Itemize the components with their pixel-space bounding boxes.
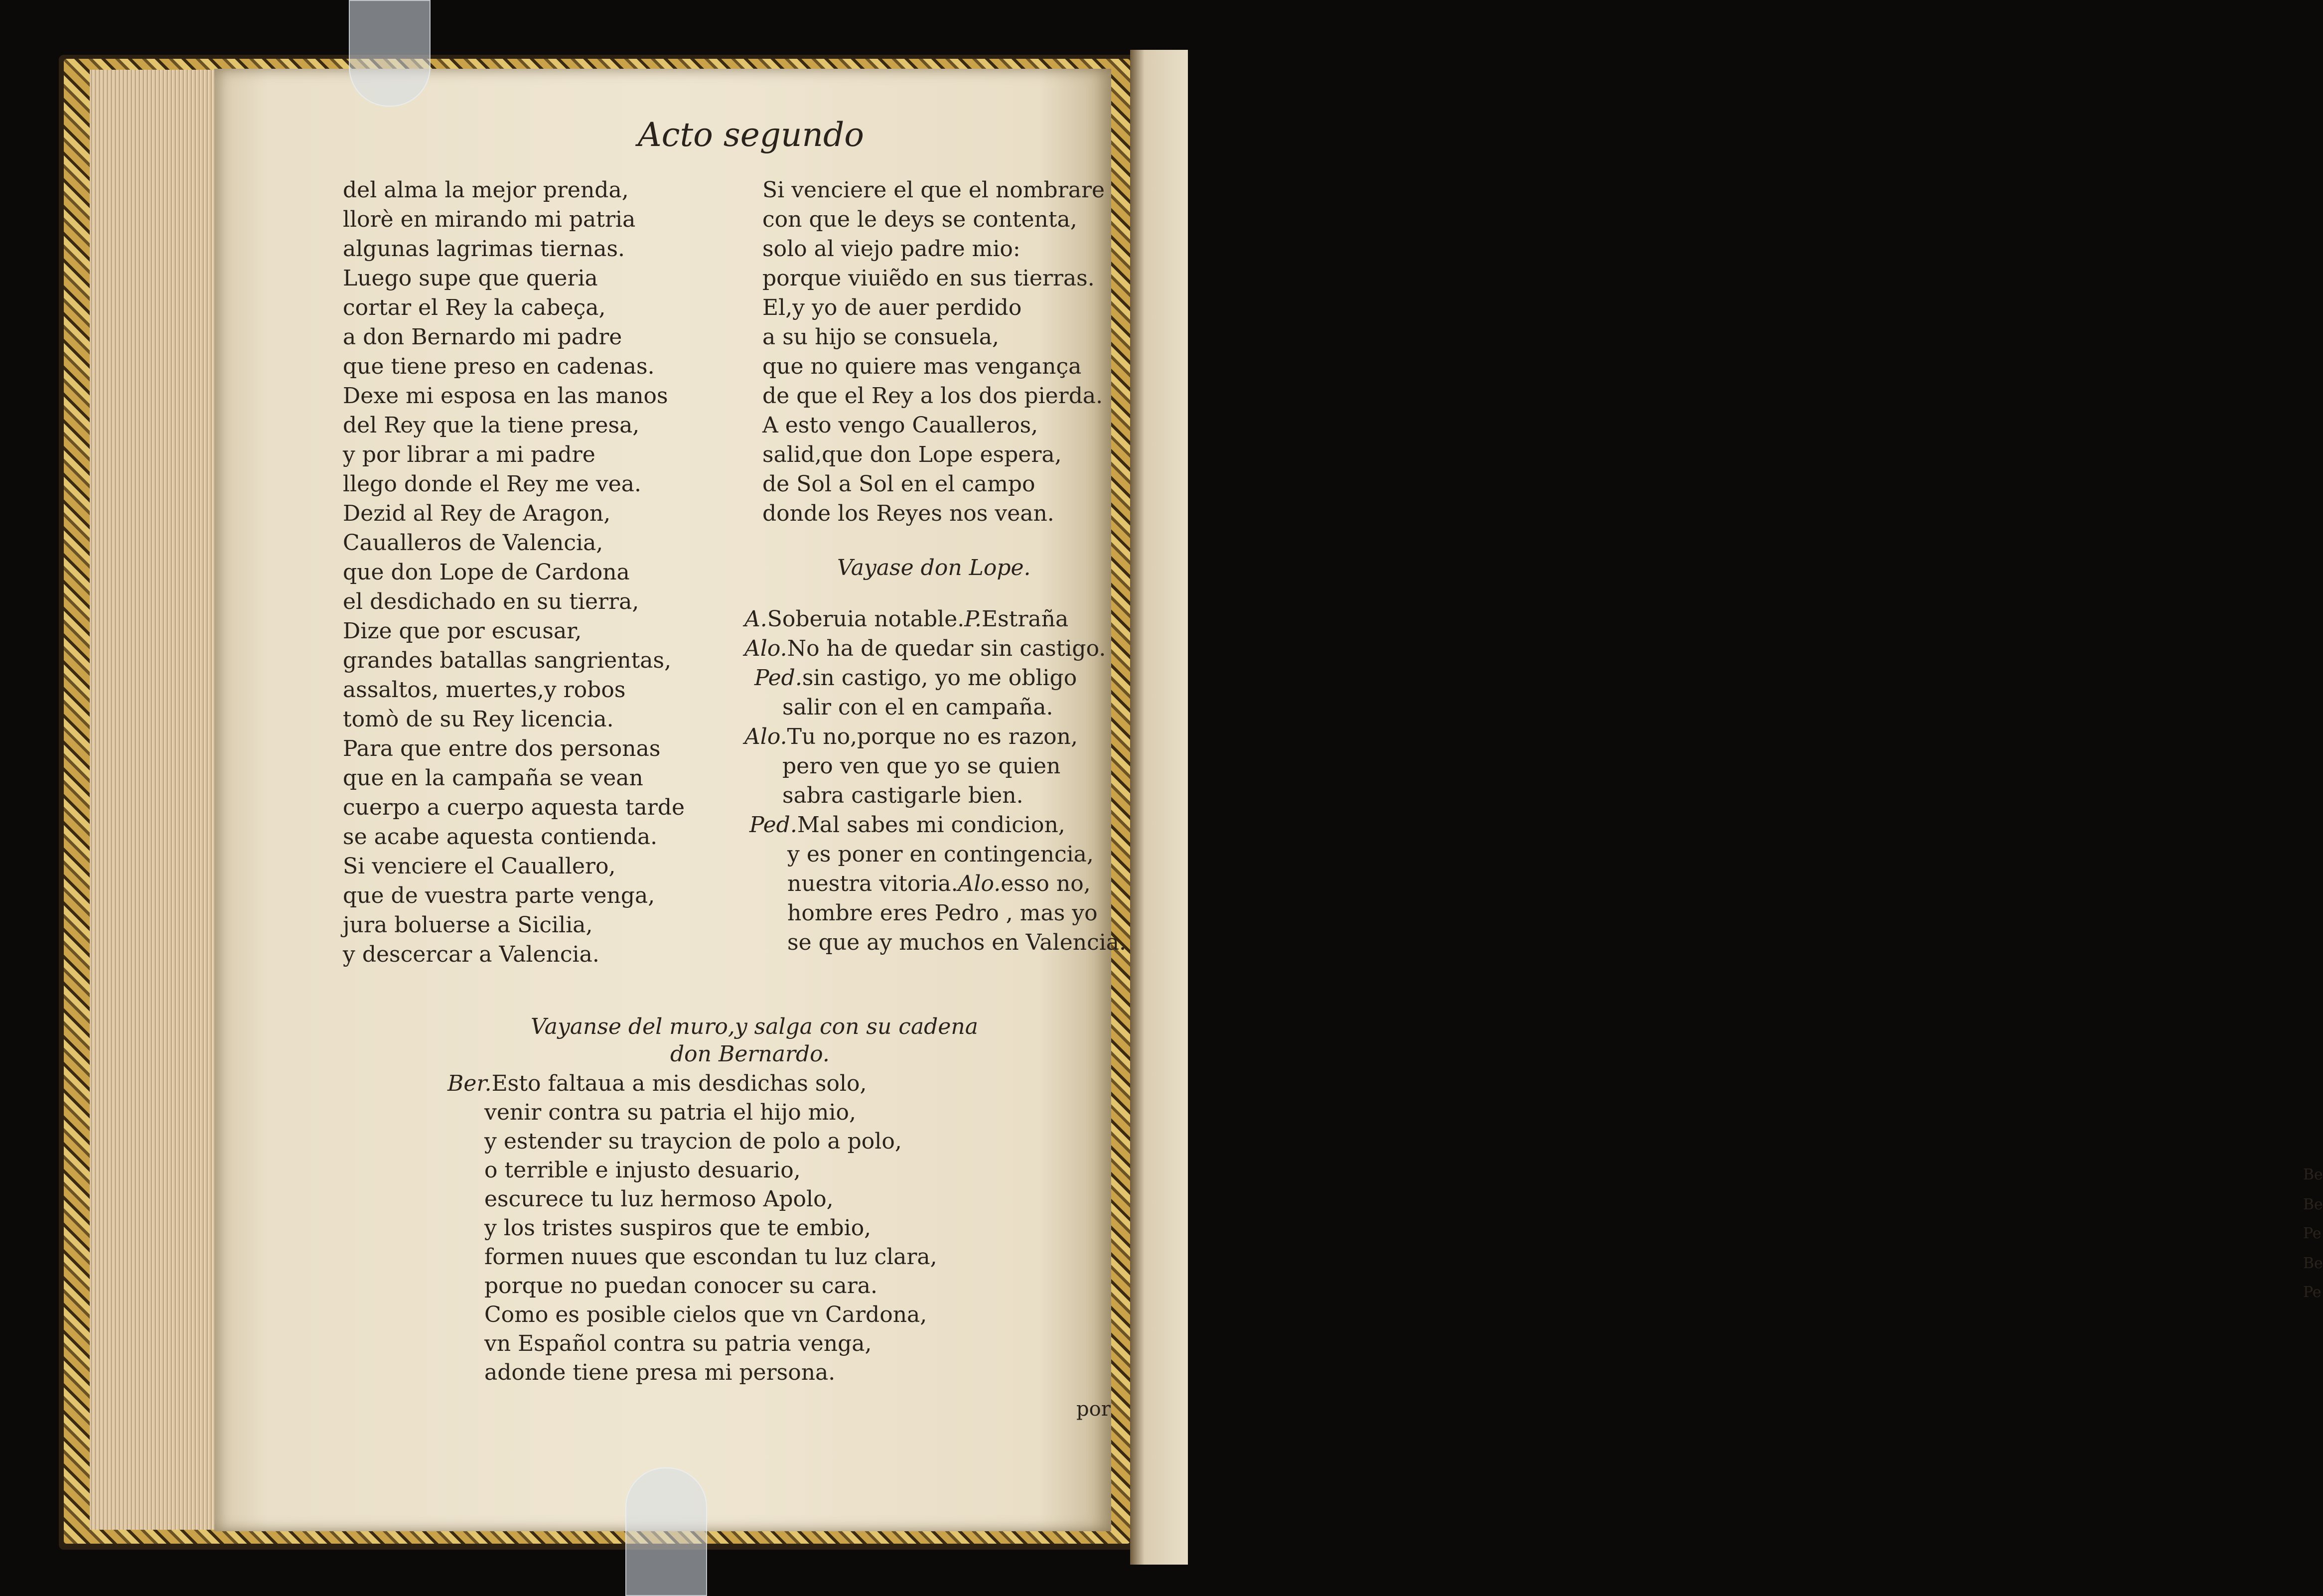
- verse-line: de que el Rey a los dos pierda.: [762, 383, 1103, 409]
- verse-line: escurece tu luz hermoso Apolo,: [484, 1186, 834, 1212]
- verse-line: Caualleros de Valencia,: [343, 530, 603, 556]
- verse-line: o terrible e injusto desuario,: [484, 1158, 801, 1183]
- verse-line: assaltos, muertes,y robos: [343, 677, 626, 703]
- dialogue-text: se que ay muchos en Valencia.: [787, 930, 1127, 955]
- verse-line: salid,que don Lope espera,: [762, 442, 1062, 467]
- dialogue-text: hombre eres Pedro , mas yo: [787, 900, 1098, 926]
- verse-line: algunas lagrimas tiernas.: [343, 236, 625, 262]
- dialogue-text: Estraña: [981, 606, 1069, 632]
- verse-line: El,y yo de auer perdido: [762, 295, 1022, 320]
- dialogue-line: [744, 722, 1126, 751]
- verse-line: jura boluerse a Sicilia,: [343, 912, 593, 938]
- spacer: [762, 528, 1126, 553]
- speaker-tag: Ber.: [447, 1071, 492, 1096]
- page-clip-bottom: [625, 1467, 707, 1596]
- dialogue-line: [754, 663, 1126, 693]
- verse-line: A esto vengo Caualleros,: [762, 413, 1038, 438]
- dialogue-line: [787, 869, 1126, 898]
- verse-line: que don Lope de Cardona: [343, 560, 630, 585]
- facing-page-edge: [1130, 50, 2323, 1565]
- catchword: por: [1076, 1398, 1111, 1421]
- right-verse-column: [744, 175, 1127, 957]
- stage-direction: don Bernardo.: [670, 1041, 830, 1067]
- dialogue-line: [744, 604, 1126, 634]
- verse-line: llego donde el Rey me vea.: [343, 471, 641, 497]
- verse-line: y los tristes suspiros que te embio,: [484, 1215, 871, 1241]
- verse-line: venir contra su patria el hijo mio,: [484, 1100, 856, 1125]
- verse-line: Dexe mi esposa en las manos: [343, 383, 668, 409]
- dialogue-text: Mal sabes mi condicion,: [797, 812, 1065, 838]
- verse-line: de Sol a Sol en el campo: [762, 471, 1035, 497]
- stage-direction: Vayanse del muro,y salga con su cadena: [531, 1014, 978, 1039]
- verse-line: solo al viejo padre mio:: [762, 236, 1020, 262]
- verse-line: el desdichado en su tierra,: [343, 589, 639, 614]
- facing-margin-speaker: Pe: [2303, 1225, 2322, 1242]
- verse-line: Dize que por escusar,: [343, 618, 582, 644]
- verse-line: Si venciere el que el nombrare: [762, 177, 1105, 203]
- verse-line: cuerpo a cuerpo aquesta tarde: [343, 795, 685, 820]
- speaker-tag: P.: [964, 606, 982, 632]
- verse-line: donde los Reyes nos vean.: [762, 501, 1054, 526]
- verse-line: y por librar a mi padre: [343, 442, 595, 467]
- page-edges: [90, 70, 220, 1530]
- speaker-tag: Alo.: [958, 871, 1001, 896]
- verse-line: Si venciere el Cauallero,: [343, 854, 616, 879]
- verse-line: que tiene preso en cadenas.: [343, 354, 655, 379]
- verse-line: del Rey que la tiene presa,: [343, 413, 640, 438]
- facing-margin-speaker: Be: [2303, 1196, 2323, 1213]
- verse-line: porque no puedan conocer su cara.: [484, 1273, 877, 1299]
- dialogue-text: Soberuia notable.: [767, 606, 965, 632]
- speaker-tag: A.: [744, 606, 767, 632]
- verse-line: grandes batallas sangrientas,: [343, 648, 672, 673]
- facing-margin-speaker: Be: [2303, 1166, 2323, 1183]
- dialogue-line: [749, 810, 1126, 840]
- verse-line: que no quiere mas vengança: [762, 354, 1082, 379]
- verse-line: y estender su traycion de polo a polo,: [484, 1129, 902, 1154]
- page-clip-top: [349, 0, 431, 107]
- speaker-tag: Ped.: [749, 812, 797, 838]
- dialogue-text: Tu no,porque no es razon,: [787, 724, 1078, 749]
- speaker-tag: Alo.: [744, 724, 787, 749]
- verse-line: vn Español contra su patria venga,: [484, 1331, 872, 1356]
- dialogue-text: salir con el en campaña.: [782, 695, 1053, 720]
- verse-line: porque viuiẽdo en sus tierras.: [762, 266, 1095, 291]
- dialogue-text: pero ven que yo se quien: [782, 753, 1061, 779]
- dialogue-text: nuestra vitoria.: [787, 871, 958, 896]
- verse-line: con que le deys se contenta,: [762, 207, 1077, 232]
- speaker-tag: Ped.: [754, 665, 802, 691]
- verse-line: [447, 1069, 937, 1098]
- verse-line: formen nuues que escondan tu luz clara,: [484, 1244, 937, 1270]
- spacer: [762, 582, 1126, 604]
- verse-line: tomò de su Rey licencia.: [343, 707, 614, 732]
- dialogue-line: [787, 928, 1126, 957]
- facing-margin-speaker: Be: [2303, 1255, 2323, 1272]
- dialogue-line: [782, 693, 1126, 722]
- page-header: Acto segundo: [638, 116, 865, 154]
- verse-line: del alma la mejor prenda,: [343, 177, 629, 203]
- bernardo-speech: [448, 1069, 937, 1387]
- left-verse-column: [343, 175, 685, 969]
- verse-line: adonde tiene presa mi persona.: [484, 1360, 836, 1385]
- verse-line: cortar el Rey la cabeça,: [343, 295, 606, 320]
- verse-line: llorè en mirando mi patria: [343, 207, 636, 232]
- dialogue-line: [782, 751, 1126, 781]
- facing-margin-speaker: Pe: [2303, 1284, 2322, 1301]
- verse-line: que de vuestra parte venga,: [343, 883, 655, 908]
- dialogue-text: y es poner en contingencia,: [787, 842, 1094, 867]
- verse-line: se acabe aquesta contienda.: [343, 824, 658, 850]
- verse-line: y descercar a Valencia.: [343, 942, 599, 967]
- stage-direction: Vayase don Lope.: [837, 555, 1031, 580]
- dialogue-text: sabra castigarle bien.: [782, 783, 1023, 808]
- verse-line: Para que entre dos personas: [343, 736, 661, 761]
- dialogue-line: [787, 840, 1126, 869]
- dialogue-text: esso no,: [1001, 871, 1091, 896]
- verse-line: Como es posible cielos que vn Cardona,: [484, 1302, 927, 1327]
- dialogue-line: [787, 898, 1126, 928]
- dialogue-text: No ha de quedar sin castigo.: [787, 636, 1106, 661]
- verse-line: a don Bernardo mi padre: [343, 324, 622, 350]
- verse-text: Esto faltaua a mis desdichas solo,: [491, 1071, 867, 1096]
- verse-line: Dezid al Rey de Aragon,: [343, 501, 611, 526]
- verse-line: a su hijo se consuela,: [762, 324, 999, 350]
- speaker-tag: Alo.: [744, 636, 787, 661]
- dialogue-text: sin castigo, yo me obligo: [802, 665, 1077, 691]
- verse-line: que en la campaña se vean: [343, 765, 643, 791]
- dialogue-line: [782, 781, 1126, 810]
- dialogue-line: [744, 634, 1126, 663]
- verse-line: Luego supe que queria: [343, 266, 598, 291]
